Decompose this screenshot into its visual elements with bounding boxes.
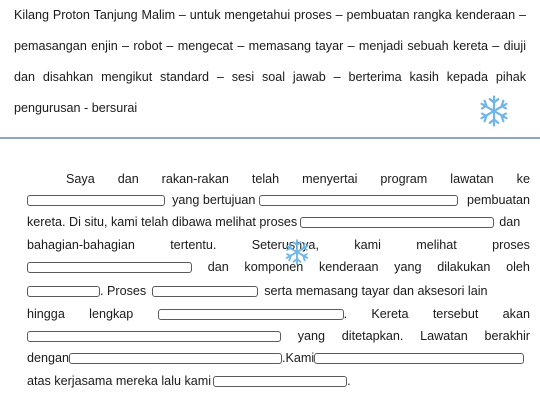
word-bank-text: Kilang Proton Tanjung Malim – untuk mengetahui proses – pembuatan rangka kenderaan – pemasangan enjin – robot – mengecat – memasang tayar – menjadi sebuah kereta – diuji dan disahkan mengikut standard – sesi soal jawab – berterima kasih kepada pihak pengurusan - bersurai <box>14 8 526 115</box>
blank-9[interactable] <box>69 353 282 364</box>
passage-line-7: hingga lengkap . Kereta tersebut akan <box>27 307 530 321</box>
snowflake-icon <box>283 238 311 266</box>
blank-1[interactable] <box>27 195 165 206</box>
passage-line-10: atas kerjasama mereka lalu kami . <box>27 374 351 388</box>
blank-2[interactable] <box>259 195 458 206</box>
blank-5[interactable] <box>27 286 100 297</box>
blank-11[interactable] <box>213 376 347 387</box>
blank-4[interactable] <box>27 262 192 273</box>
passage-line-5: dan komponen kenderaan yang dilakukan oleh <box>27 257 530 278</box>
blank-7[interactable] <box>158 309 344 320</box>
passage-line-9: dengan .Kami <box>27 348 524 369</box>
section-divider <box>0 137 540 139</box>
passage-line-6: . Proses serta memasang tayar dan aksesori lain <box>27 281 488 302</box>
blank-6[interactable] <box>152 286 258 297</box>
passage-line-4: bahagian-bahagian tertentu. Seterusnya, kami melihat proses <box>27 238 530 252</box>
blank-8[interactable] <box>27 331 281 342</box>
passage-line-2: yang bertujuan pembuatan <box>27 190 530 211</box>
blank-3[interactable] <box>300 217 494 228</box>
passage-line-8: yang ditetapkan. Lawatan berakhir <box>27 326 530 347</box>
snowflake-icon <box>477 94 511 128</box>
blank-10[interactable] <box>314 353 524 364</box>
passage-line-3: kereta. Di situ, kami telah dibawa melihat proses dan <box>27 215 521 229</box>
passage-line-1: Saya dan rakan-rakan telah menyertai program lawatan ke <box>66 172 530 186</box>
